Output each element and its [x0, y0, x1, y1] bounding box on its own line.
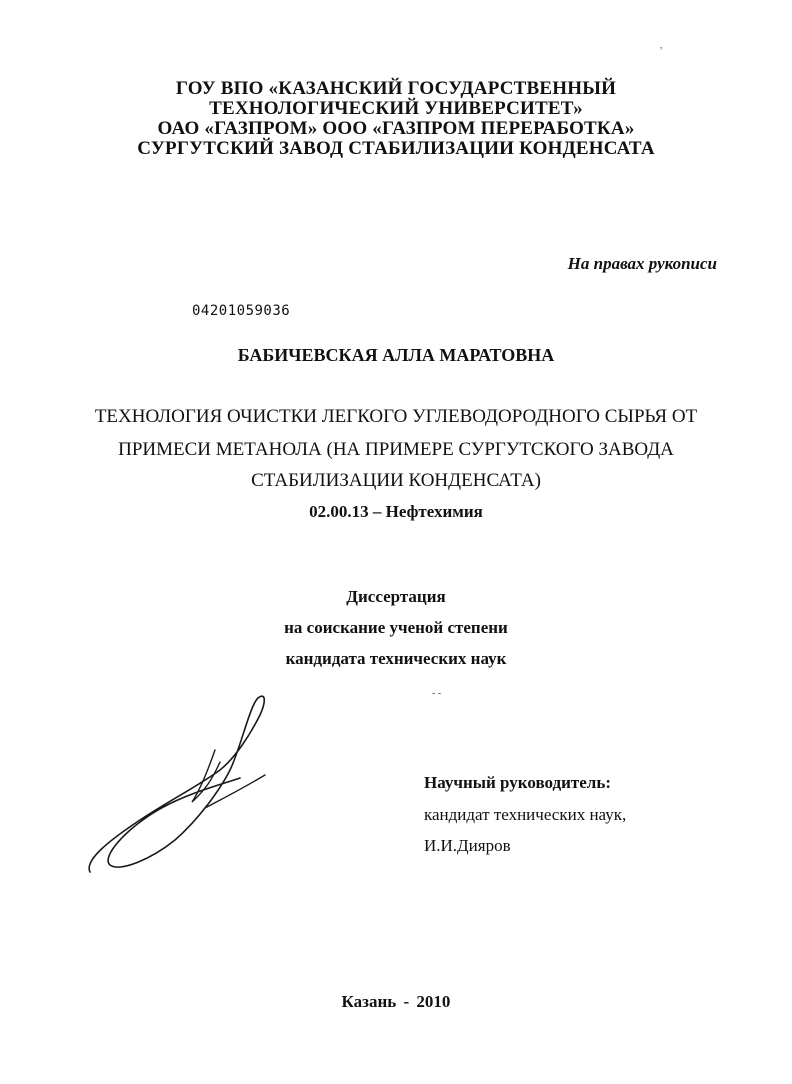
dissertation-line-2: на соискание ученой степени [284, 618, 508, 637]
specialty: 02.00.13 – Нефтехимия [309, 502, 483, 521]
author-name: БАБИЧЕВСКАЯ АЛЛА МАРАТОВНА [237, 345, 555, 365]
dissertation-line-3: кандидата технических наук [285, 649, 507, 668]
header-line-4: СУРГУТСКИЙ ЗАВОД СТАБИЛИЗАЦИИ КОНДЕНСАТА [137, 138, 655, 159]
title-line-2: ПРИМЕСИ МЕТАНОЛА (НА ПРИМЕРЕ СУРГУТСКОГО ЗАВОДА [118, 439, 674, 460]
dissertation-line-1: Диссертация [346, 587, 446, 606]
scan-speck: - - [432, 688, 442, 699]
handwritten-signature-icon [80, 690, 280, 890]
title-line-3: СТАБИЛИЗАЦИИ КОНДЕНСАТА) [251, 470, 541, 491]
city-year: Казань - 2010 [341, 992, 451, 1011]
header-line-3: ОАО «ГАЗПРОМ» ООО «ГАЗПРОМ ПЕРЕРАБОТКА» [157, 118, 635, 139]
advisor-heading: Научный руководитель: [424, 773, 611, 792]
advisor-degree: кандидат технических наук, [424, 805, 627, 824]
rights-note: На правах рукописи [567, 254, 717, 273]
header-line-1: ГОУ ВПО «КАЗАНСКИЙ ГОСУДАРСТВЕННЫЙ [175, 78, 617, 99]
catalog-code: 04201059036 [192, 303, 291, 319]
advisor-name: И.И.Дияров [424, 836, 511, 855]
scan-speck: , [660, 40, 663, 51]
title-line-1: ТЕХНОЛОГИЯ ОЧИСТКИ ЛЕГКОГО УГЛЕВОДОРОДНОГО СЫРЬЯ ОТ [94, 406, 698, 427]
header-line-2: ТЕХНОЛОГИЧЕСКИЙ УНИВЕРСИТЕТ» [209, 98, 583, 119]
